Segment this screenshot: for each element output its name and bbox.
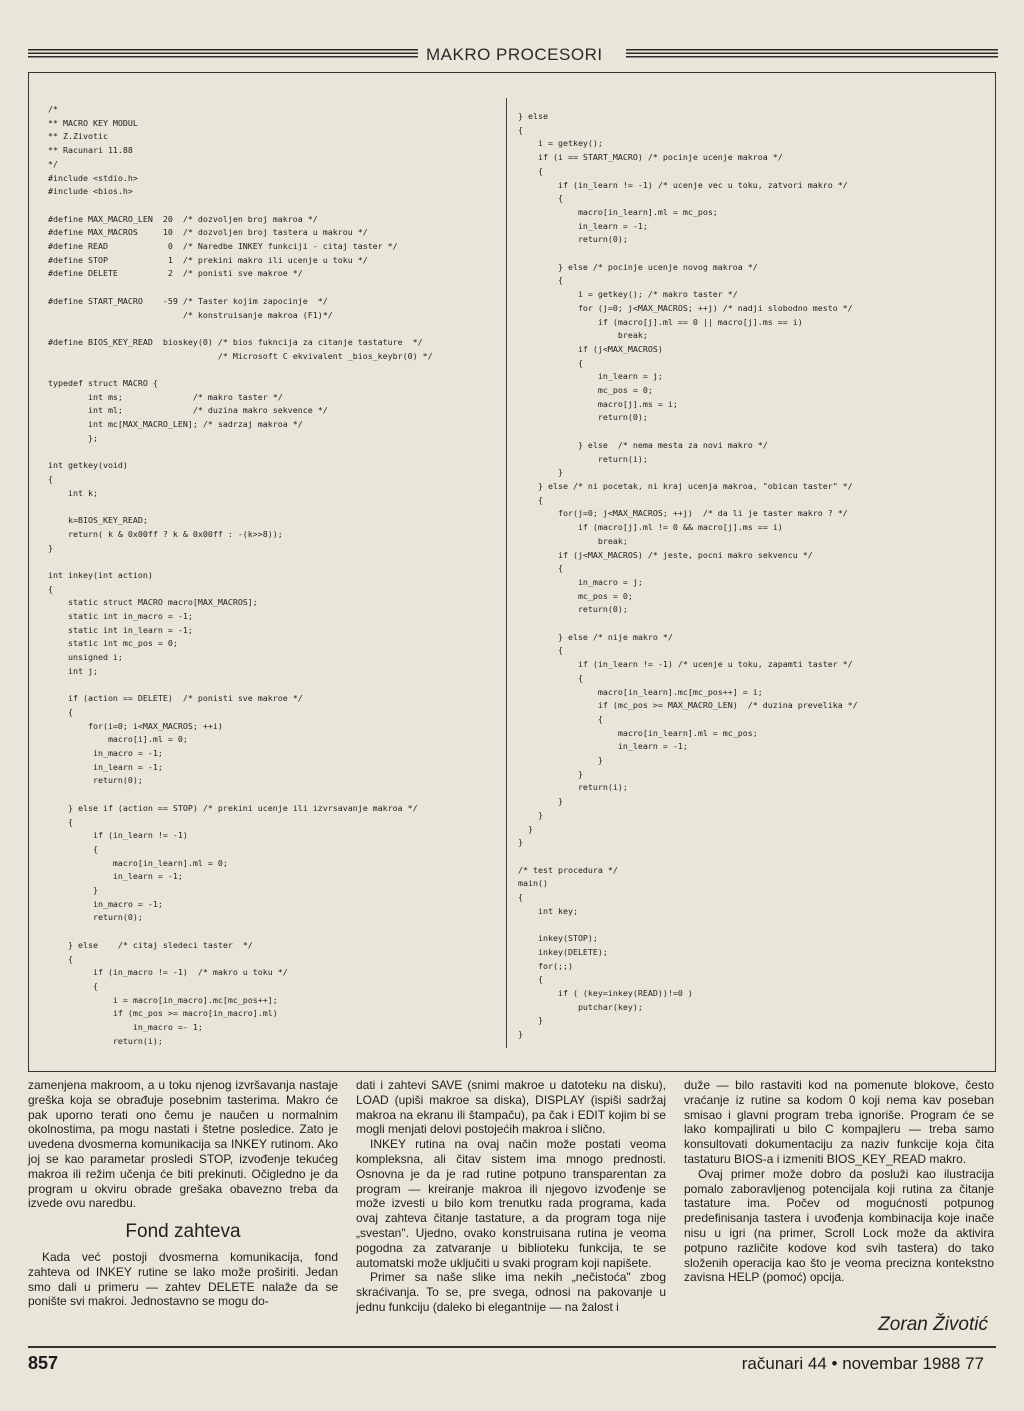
article-column-3: [684, 1078, 994, 1285]
footer-rule: [28, 1346, 996, 1348]
subheading: Fond zahteva: [125, 1221, 241, 1243]
paragraph: duže — bilo rastaviti kod na pomenute blokove, često vraćanje iz rutine sa kodom 0 koji nema kav poseban smisao i glavni program treba ignoriše. Program će se lako kompajlirati u bilo C kompajleru — treba samo konsultovati dokumentaciju za naziv funkcije koja čita tastaturu BIOS-a i izmeniti BIOS_KEY_READ makro.: [684, 1078, 994, 1166]
code-listing-left: /* ** MACRO KEY MODUL ** Z.Zivotic ** Racunari 11.88 */ #include <stdio.h> #include <bios.h> #define MAX_MACRO_LEN 20 /* dozvoljen broj makroa */ #define MAX_MACROS 10 /* dozvoljen broj tastera u makrou */ #define READ 0 /* Naredbe INKEY funkciji - citaj taster */ #define STOP 1 /* prekini makro ili ucenje u toku */ #define DELETE 2 /* ponisti sve makroe */ #define START_MACRO -59 /* Taster kojim zapocinje */ /* konstruisanje makroa (F1)*/ #define BIOS_KEY_READ bioskey(0) /* bios fukncija za citanje tastature */ /* Microsoft C ekvivalent _bios_keybr(0) */ typedef struct MACRO { int ms; /* makro taster */ int ml; /* duzina makro sekvence */ int mc[MAX_MACRO_LEN]; /* sadrzaj makroa */ }; int getkey(void) { int k; k=BIOS_KEY_READ; return( k & 0x00ff ? k & 0x00ff : -(k>>8)); } int inkey(int action) { static struct MACRO macro[MAX_MACROS]; static int in_macro = -1; static int in_learn = -1; static int mc_pos = 0; unsigned i; int j; if (action == DELETE) /* ponisti sve makroe */ { for(i=0; i<MAX_MACROS; ++i) macro[i].ml = 0; in_macro = -1; in_learn = -1; return(0); } else if (action == STOP) /* prekini ucenje ili izvrsavanje makroa */ { if (in_learn != -1) { macro[in_learn].ml = 0; in_learn = -1; } in_macro = -1; return(0); } else /* citaj sledeci taster */ { if (in_macro != -1) /* makro u toku */ { i = macro[in_macro].mc[mc_pos++]; if (mc_pos >= macro[in_macro].ml) in_macro =- 1; return(i);: [48, 104, 433, 1046]
paragraph: Kada već postoji dvosmerna komunikacija, fond zahteva od INKEY rutine se lako može proširiti. Jedan smo dali u primeru — zahtev DELETE nalaže da se ponište svi makroi. Jednostavno se mogu do-: [28, 1249, 338, 1309]
header-rule-left: [28, 49, 418, 58]
right-page-number: 77: [965, 1354, 984, 1373]
author-signature: Zoran Životić: [878, 1314, 988, 1335]
publication-info: [742, 1354, 984, 1374]
article-column-1: [28, 1078, 338, 1309]
header-rule-right: [626, 49, 998, 58]
paragraph: Ovaj primer može dobro da posluži kao ilustracija pomalo zaboravljenog potencijala koji rutina za čitanje tastature ima. Počev od mogućnosti potpunog predefinisanja tastera i uvođenja kombinacija koje inače nisu u igri (na primer, Scroll Lock može da aktivira potpuno različite kodove kod svih tastera) do tako složenih operacija kao što je veoma precizna kontekstno zavisna HELP (pomoć) opcija.: [684, 1166, 994, 1285]
section-header: [28, 44, 998, 68]
paragraph: Primer sa naše slike ima nekih „nečistoća" zbog skraćivanja. To se, pre svega, odnosi na pakovanje u jednu funkciju (daleko bi elegantnije — na žalost i: [356, 1270, 666, 1314]
publication-name: računari 44 • novembar 1988: [741, 1354, 961, 1373]
page-number: 857: [28, 1353, 59, 1373]
paragraph: dati i zahtevi SAVE (snimi makroe u datoteku na disku), LOAD (upiši makroe sa diska), DISPLAY (ispiši sadržaj makroa na ekranu ili štampaču), pa čak i EDIT kojim bi se mogli menjati delovi postojećih makroa i slično.: [356, 1078, 666, 1137]
code-listing-right: } else { i = getkey(); if (i == START_MACRO) /* pocinje ucenje makroa */ { if (in_learn != -1) /* ucenje vec u toku, zatvori makro */ { macro[in_learn].ml = mc_pos; in_learn = -1; return(0); } else /* pocinje ucenje novog makroa */ { i = getkey(); /* makro taster */ for (j=0; j<MAX_MACROS; ++j) /* nadji slobodno mesto */ if (macro[j].ml == 0 || macro[j].ms == i) break; if (j<MAX_MACROS) { in_learn = j; mc_pos = 0; macro[j].ms = i; return(0); } else /* nema mesta za novi makro */ return(i); } } else /* ni pocetak, ni kraj ucenja makroa, "obican taster" */ { for(j=0; j<MAX_MACROS; ++j) /* da li je taster makro ? */ if (macro[j].ml != 0 && macro[j].ms == i) break; if (j<MAX_MACROS) /* jeste, pocni makro sekvencu */ { in_macro = j; mc_pos = 0; return(0); } else /* nije makro */ { if (in_learn != -1) /* ucenje u toku, zapamti taster */ { macro[in_learn].mc[mc_pos++] = i; if (mc_pos >= MAX_MACRO_LEN) /* duzina prevelika */ { macro[in_learn].ml = mc_pos; in_learn = -1; } } return(i); } } } } /* test procedura */ main() { int key; inkey(STOP); inkey(DELETE); for(;;) { if ( (key=inkey(READ))!=0 ) putchar(key); } }: [518, 111, 858, 1040]
code-column-divider: [506, 98, 507, 1048]
paragraph: INKEY rutina na ovaj način može postati veoma kompleksna, ali čitav sistem ima mnogo prednosti. Osnovna je da je rad rutine potpuno transparentan za program — kreiranje makroa ili njegovo izvođenje se može izvesti u bilo kom trenutku rada programa, kada ovaj zahteva čitanje tastature, a da program toga nije „svestan". Ujedno, ovako konstruisana rutina je veoma pogodna za zatvaranje u biblioteku funkcija, te se automatski može uključiti u svaki program koji napišete.: [356, 1137, 666, 1270]
paragraph: zamenjena makroom, a u toku njenog izvršavanja nastaje greška koja se obrađuje posebnim tasterima. Makro će pak uporno terati ono čemu je naučen u normalnim okolnostima, pa mogu nastati i štetne posledice. Zato je uvedena dvosmerna komunikacija sa INKEY rutinom. Ako joj se kao parametar prosledi STOP, izvođenje tekućeg makroa ili režim učenja će biti prekinuti. Očigledno je da program u okviru obrade grešaka obavezno treba da izvede ovu naredbu.: [28, 1078, 338, 1211]
section-title: MAKRO PROCESORI: [426, 45, 603, 64]
article-column-2: [356, 1078, 666, 1315]
